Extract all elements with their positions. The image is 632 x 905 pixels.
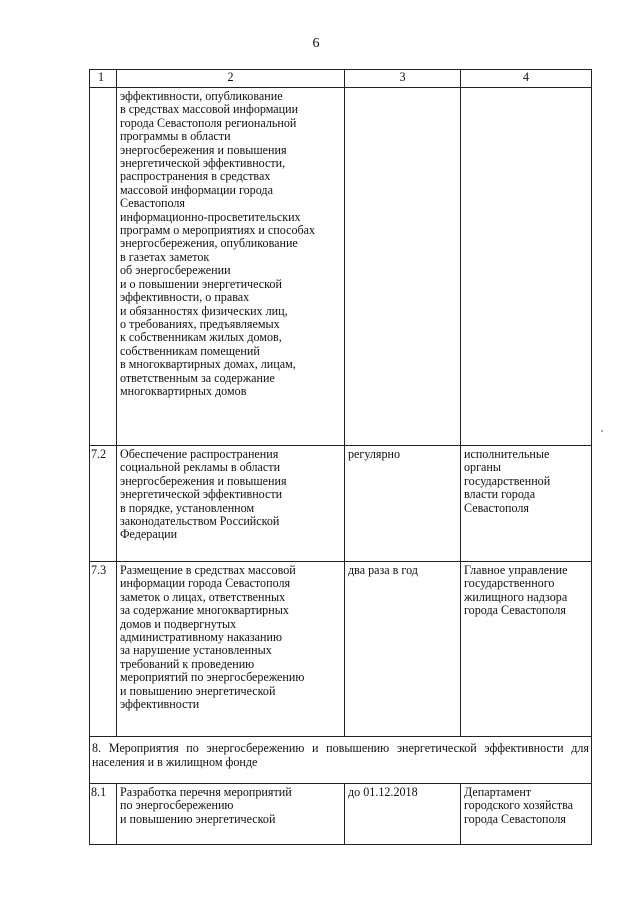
table-row-7-2 [90, 446, 592, 562]
measure-term: два раза в год [345, 562, 461, 737]
measure-executor: Главное управление государственного жилищного надзора города Севастополя [461, 562, 592, 737]
scan-speck [601, 430, 603, 432]
section-heading: 8. Мероприятия по энергосбережению и повышению энергетической эффективности для населения и в жилищном фонде [90, 737, 592, 784]
measure-text: эффективности, опубликование в средствах массовой информации города Севастополя региональной программы в области энергосбережения и повышения энергетической эффективности, распространения в средствах массовой информации города Севастополя информационно-просветительских программ о мероприятиях и способах энергосбережения, опубликование в газетах заметок об энергосбережении и о повышении энергетической эффективности, о правах и обязанностях физических лиц, о требованиях, предъявляемых к собственникам жилых домов, собственникам помещений в многоквартирных домах, лицам, ответственным за содержание многоквартирных домов [117, 88, 345, 446]
section-heading-row [90, 737, 592, 784]
table-row-7-3 [90, 562, 592, 737]
measure-term [345, 88, 461, 446]
measure-executor [461, 88, 592, 446]
table-header-row [90, 70, 592, 88]
measure-text: Обеспечение распространения социальной рекламы в области энергосбережения и повышения энергетической эффективности в порядке, установленном законодательством Российской Федерации [117, 446, 345, 562]
row-number: 7.3 [90, 562, 117, 737]
row-number: 7.2 [90, 446, 117, 562]
measure-executor: исполнительные органы государственной власти города Севастополя [461, 446, 592, 562]
measure-term: регулярно [345, 446, 461, 562]
row-number: 8.1 [90, 784, 117, 845]
page-number: 6 [312, 36, 320, 51]
row-number [90, 88, 117, 446]
table-row-8-1 [90, 784, 592, 845]
column-header-4: 4 [461, 70, 592, 88]
measure-executor: Департамент городского хозяйства города Севастополя [461, 784, 592, 845]
column-header-3: 3 [345, 70, 461, 88]
column-header-1: 1 [90, 70, 117, 88]
measures-table [89, 69, 592, 845]
table-row-continuation [90, 88, 592, 446]
column-header-2: 2 [117, 70, 345, 88]
measure-text: Разработка перечня мероприятий по энергосбережению и повышению энергетической [117, 784, 345, 845]
measure-term: до 01.12.2018 [345, 784, 461, 845]
measure-text: Размещение в средствах массовой информации города Севастополя заметок о лицах, ответственных за содержание многоквартирных домов и подвергнутых административному наказанию за нарушение установленных требований к проведению мероприятий по энергосбережению и повышению энергетической эффективности [117, 562, 345, 737]
